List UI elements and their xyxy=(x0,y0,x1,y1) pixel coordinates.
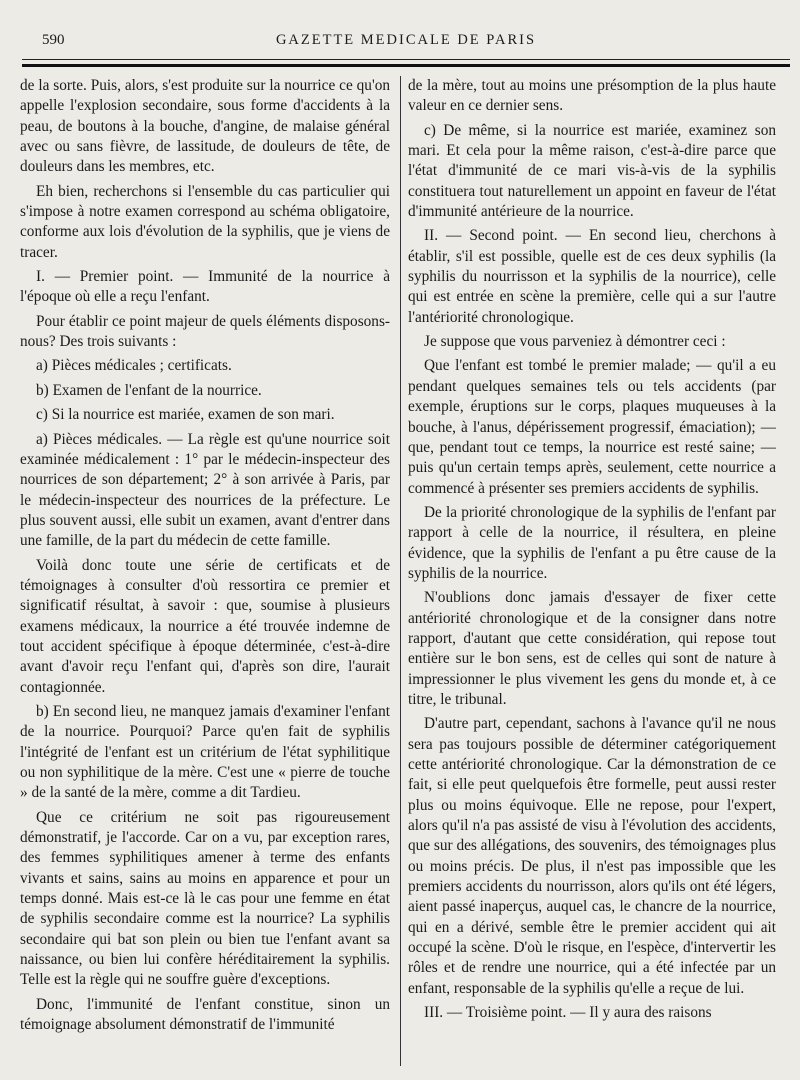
paragraph: de la sorte. Puis, alors, s'est produite sur la nourrice ce qu'on appelle l'explosion secondaire, sous forme d'accidents à la peau, de boutons à la bouche, d'angine, de malaise général avec ou sans fièvre, de lassitude, de douleurs de tête, de douleurs dans les membres, etc. xyxy=(20,77,390,176)
paragraph: Je suppose que vous parveniez à démontrer ceci : xyxy=(424,333,726,351)
paragraph: III. — Troisième point. — Il y aura des raisons xyxy=(424,1004,712,1022)
list-item: b) Examen de l'enfant de la nourrice. xyxy=(36,381,262,399)
right-column xyxy=(408,76,776,1076)
paragraph: a) Pièces médicales. — La règle est qu'une nourrice soit examinée médicalement : 1° par le médecin-inspecteur des nourrices de son département; 2° à son arrivée à Paris, par le médecin-inspecteur des nourrices de la préfecture. Le plus souvent aussi, elle subit un examen, avant d'entrer dans une famille, de la part du médecin de cette famille. xyxy=(20,430,390,550)
page-header xyxy=(22,30,790,52)
header-rule-thick xyxy=(22,64,790,67)
paragraph: Que ce critérium ne soit pas rigoureusement démonstratif, je l'accorde. Car on a vu, par exception rares, des femmes syphilitiques amener à terme des enfants vivants et sains, sains au moins en apparence et pour un temps donné. Mais est-ce là le cas pour une femme en état de syphilis secondaire comme est la nourrice? La syphilis secondaire qui bat son plein ou bien tue l'enfant avant sa naissance, ou bien lui confère héréditairement la syphilis. Telle est la règle qui ne souffre guère d'exceptions. xyxy=(20,808,390,989)
paragraph: D'autre part, cependant, sachons à l'avance qu'il ne nous sera pas toujours possible de déterminer catégoriquement cette antériorité chronologique. Car la démonstration de ce fait, si elle peut quelquefois être formelle, peut aussi rester plus ou moins équivoque. Elle ne repose, pour l'expert, alors qu'il n'a pas assisté de visu à l'évolution des accidents, que sur des allégations, des souvenirs, des témoignages plus ou moins précis. De plus, il n'est pas impossible que les premiers accidents du nourrisson, alors qu'ils ont été légers, aient passé inaperçus, auquel cas, le chancre de la nourrice, qui en a dérivé, semble être le premier accident qui ait occupé la scène. D'où le risque, en l'espèce, d'intervertir les rôles et de rendre une nourrice, qui a été infectée par un enfant, responsable de la syphilis qu'elle a reçue de lui. xyxy=(408,715,776,997)
paragraph: b) En second lieu, ne manquez jamais d'examiner l'enfant de la nourrice. Pourquoi? Parce qu'en fait de syphilis l'intégrité de l'enfant est un critérium de l'état syphilitique ou non syphilitique de la mère. C'est une « pierre de touche » de la santé de la mère, comme a dit Tardieu. xyxy=(20,702,390,802)
journal-title: GAZETTE MEDICALE DE PARIS xyxy=(275,32,537,48)
paragraph: c) De même, si la nourrice est mariée, examinez son mari. Et cela pour la même raison, c'est-à-dire parce que l'état d'immunité de ce mari vis-à-vis de la syphilis constituera tout naturellement un appoint en faveur de l'état d'immunité antérieure de la nourrice. xyxy=(408,121,776,221)
paragraph: Voilà donc toute une série de certificats et de témoignages à consulter d'où ressortira ce premier et significatif résultat, à savoir : que, soumise à plusieurs examens médicaux, la nourrice a été trouvée indemne de tout accident spécifique à époque déterminée, c'est-à-dire avant d'avoir reçu l'enfant qui, d'après son dire, l'aurait contagionnée. xyxy=(20,556,390,696)
paragraph: Pour établir ce point majeur de quels éléments disposons-nous? Des trois suivants : xyxy=(20,312,390,351)
left-column xyxy=(20,76,390,1076)
paragraph: N'oublions donc jamais d'essayer de fixer cette antériorité chronologique et de la consigner dans notre rapport, d'autant que cette considération, qui repose tout entière sur le bon sens, est de celles qui sont de nature à impressionner le plus vivement les gens du monde et, à ce titre, le tribunal. xyxy=(408,589,776,708)
column-divider xyxy=(400,76,401,1066)
header-rule-thin xyxy=(22,59,790,60)
page-number: 590 xyxy=(42,32,65,48)
paragraph: I. — Premier point. — Immunité de la nourrice à l'époque où elle a reçu l'enfant. xyxy=(20,268,390,306)
list-item: a) Pièces médicales ; certificats. xyxy=(36,357,232,375)
paragraph: II. — Second point. — En second lieu, cherchons à établir, s'il est possible, quelle est de ces deux syphilis (la syphilis du nourrisson et la syphilis de la nourrice), celle qui est entrée en scène la première, celle qui a sur l'autre l'antériorité chronologique. xyxy=(408,227,776,326)
paragraph: de la mère, tout au moins une présomption de la plus haute valeur en ce dernier sens. xyxy=(408,77,776,115)
paragraph: Eh bien, recherchons si l'ensemble du cas particulier qui s'impose à notre examen correspond au schéma obligatoire, conforme aux lois d'évolution de la syphilis, que je viens de tracer. xyxy=(20,182,390,261)
list-item: c) Si la nourrice est mariée, examen de son mari. xyxy=(36,406,335,424)
paragraph: De la priorité chronologique de la syphilis de l'enfant par rapport à celle de la nourrice, il résultera, en pleine évidence, que la syphilis de l'enfant a pu être cause de la syphilis de la nourrice. xyxy=(408,503,776,582)
paragraph: Que l'enfant est tombé le premier malade; — qu'il a eu pendant quelques semaines tels ou tels accidents (par exemple, éruptions sur le corps, plaques muqueuses à la bouche, à l'anus, dépérissement progressif, émaciation); — que, pendant tout ce temps, la nourrice est resté saine; — puis qu'un certain temps après, seulement, cette nourrice a commencé à présenter ses premiers accidents de syphilis. xyxy=(408,357,776,497)
paragraph: Donc, l'immunité de l'enfant constitue, sinon un témoignage absolument démonstratif de l'immunité xyxy=(20,995,390,1034)
